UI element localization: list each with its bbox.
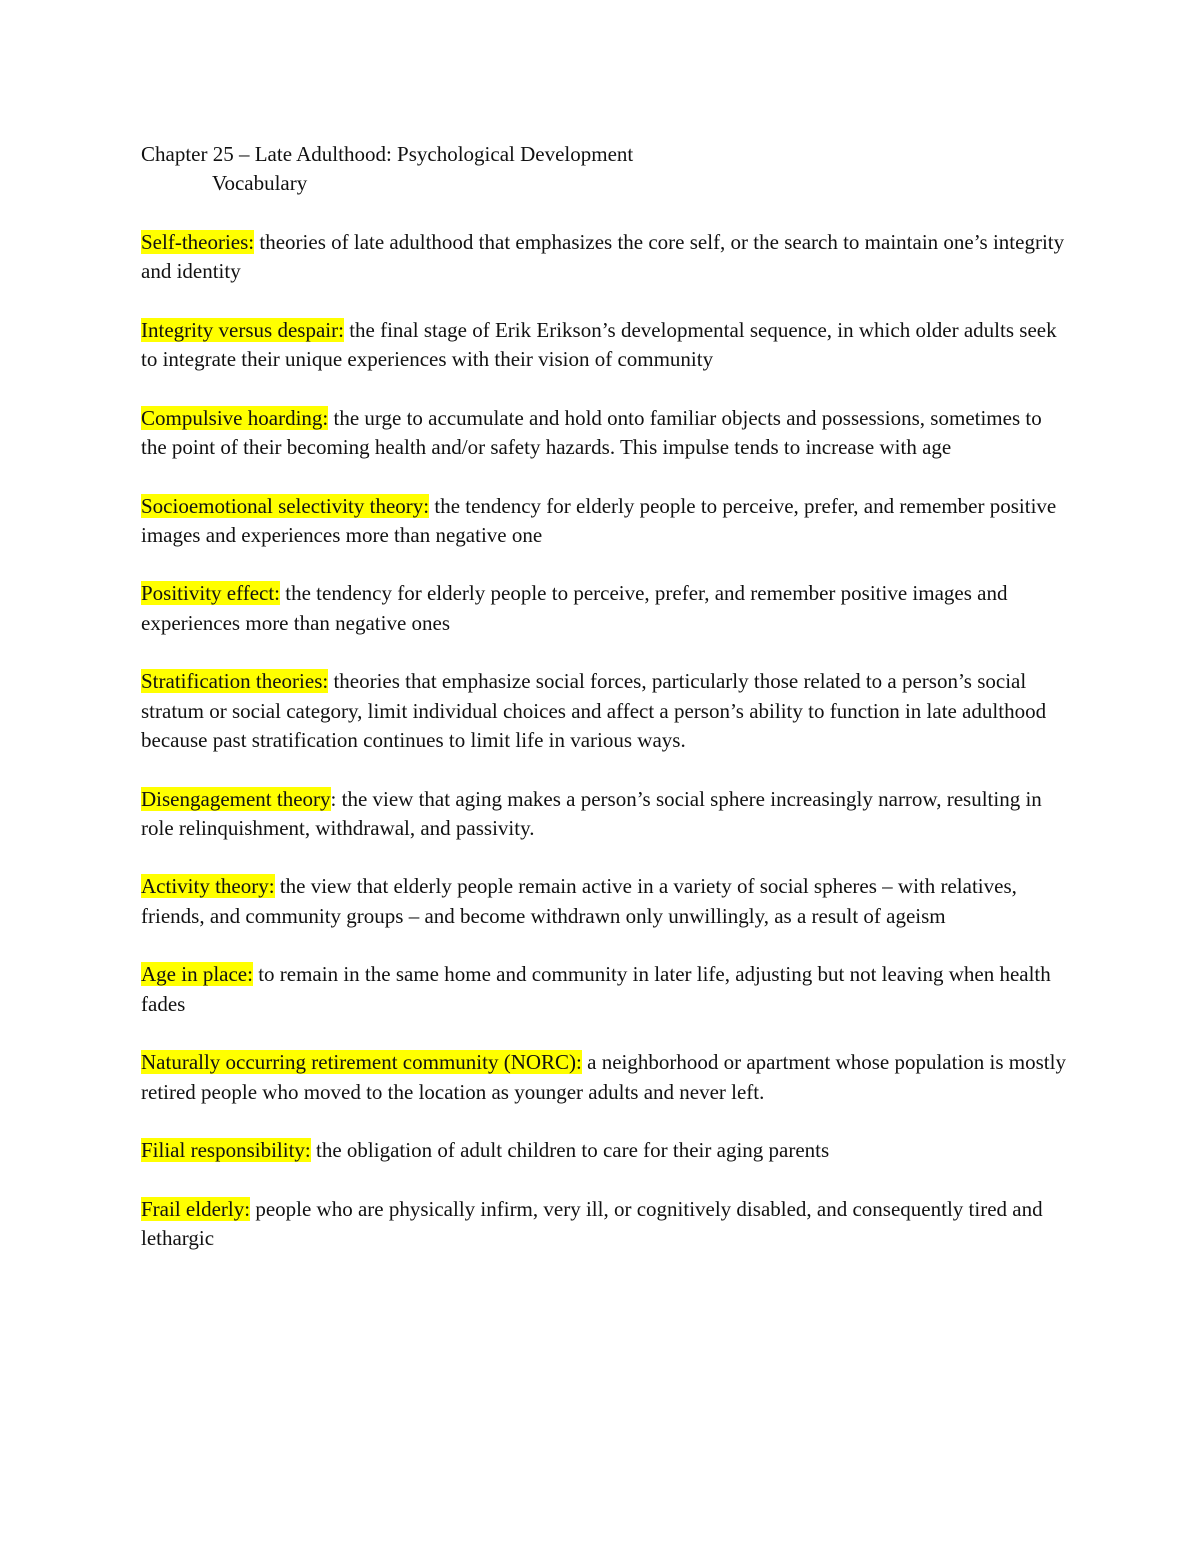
vocabulary-entry-self-theories (141, 228, 1066, 287)
document-title: Chapter 25 – Late Adulthood: Psychological Development (141, 142, 634, 166)
vocabulary-term: Filial responsibility: (141, 1138, 311, 1163)
vocabulary-term: Activity theory: (141, 874, 275, 899)
vocabulary-entry-filial-responsibility (141, 1136, 1066, 1165)
vocabulary-list (141, 228, 1066, 1253)
vocabulary-definition: the tendency for elderly people to perceive, prefer, and remember positive images and experiences more than negative one (141, 493, 1057, 547)
vocabulary-term: Compulsive hoarding: (141, 405, 329, 430)
vocabulary-definition: the urge to accumulate and hold onto familiar objects and possessions, sometimes to the point of their becoming health and/or safety hazards. This impulse tends to increase with age (141, 405, 1042, 459)
vocabulary-definition: the tendency for elderly people to perceive, prefer, and remember positive images and experiences more than negative ones (141, 581, 1008, 635)
vocabulary-definition: people who are physically infirm, very ill, or cognitively disabled, and consequently tired and lethargic (141, 1196, 1043, 1250)
vocabulary-term: Stratification theories: (141, 669, 329, 694)
vocabulary-entry-socioemotional-selectivity-theory (141, 492, 1066, 551)
vocabulary-definition: theories of late adulthood that emphasizes the core self, or the search to maintain one’s integrity and identity (141, 229, 1065, 284)
vocabulary-entry-integrity-versus-despair (141, 316, 1066, 375)
vocabulary-definition: to remain in the same home and community in later life, adjusting but not leaving when health fades (141, 962, 1051, 1016)
vocabulary-entry-frail-elderly (141, 1195, 1066, 1254)
vocabulary-term: Self-theories: (141, 229, 255, 254)
vocabulary-definition: the view that elderly people remain active in a variety of social spheres – with relatives, friends, and community groups – and become withdrawn only unwillingly, as a result of ageism (141, 874, 1017, 928)
vocabulary-term: Socioemotional selectivity theory: (141, 493, 430, 518)
vocabulary-entry-disengagement-theory (141, 785, 1066, 844)
vocabulary-definition: : the view that aging makes a person’s social sphere increasingly narrow, resulting in role relinquishment, withdrawal, and passivity. (141, 786, 1042, 840)
vocabulary-definition: theories that emphasize social forces, particularly those related to a person’s social stratum or social category, limit individual choices and affect a person’s ability to function in late adulthood because past stratification continues to limit life in various ways. (141, 669, 1047, 752)
vocabulary-entry-positivity-effect (141, 579, 1066, 638)
vocabulary-entry-stratification-theories (141, 667, 1066, 755)
vocabulary-term: Positivity effect: (141, 581, 281, 606)
vocabulary-definition: the final stage of Erik Erikson’s developmental sequence, in which older adults seek to integrate their unique experiences with their vision of community (141, 317, 1057, 372)
vocabulary-entry-activity-theory (141, 872, 1066, 931)
vocabulary-entry-age-in-place (141, 960, 1066, 1019)
vocabulary-definition: the obligation of adult children to care for their aging parents (310, 1138, 830, 1163)
vocabulary-term: Naturally occurring retirement community (NORC): (141, 1050, 582, 1075)
vocabulary-term: Disengagement theory (141, 786, 331, 811)
vocabulary-definition: a neighborhood or apartment whose population is mostly retired people who moved to the location as younger adults and never left. (141, 1050, 1066, 1104)
vocabulary-term: Frail elderly: (141, 1196, 251, 1221)
vocabulary-term: Age in place: (141, 962, 253, 987)
document-subtitle: Vocabulary (212, 171, 308, 196)
document-page (141, 140, 1066, 1283)
vocabulary-entry-norc (141, 1048, 1066, 1107)
vocabulary-term: Integrity versus despair: (141, 317, 344, 342)
vocabulary-entry-compulsive-hoarding (141, 404, 1066, 463)
